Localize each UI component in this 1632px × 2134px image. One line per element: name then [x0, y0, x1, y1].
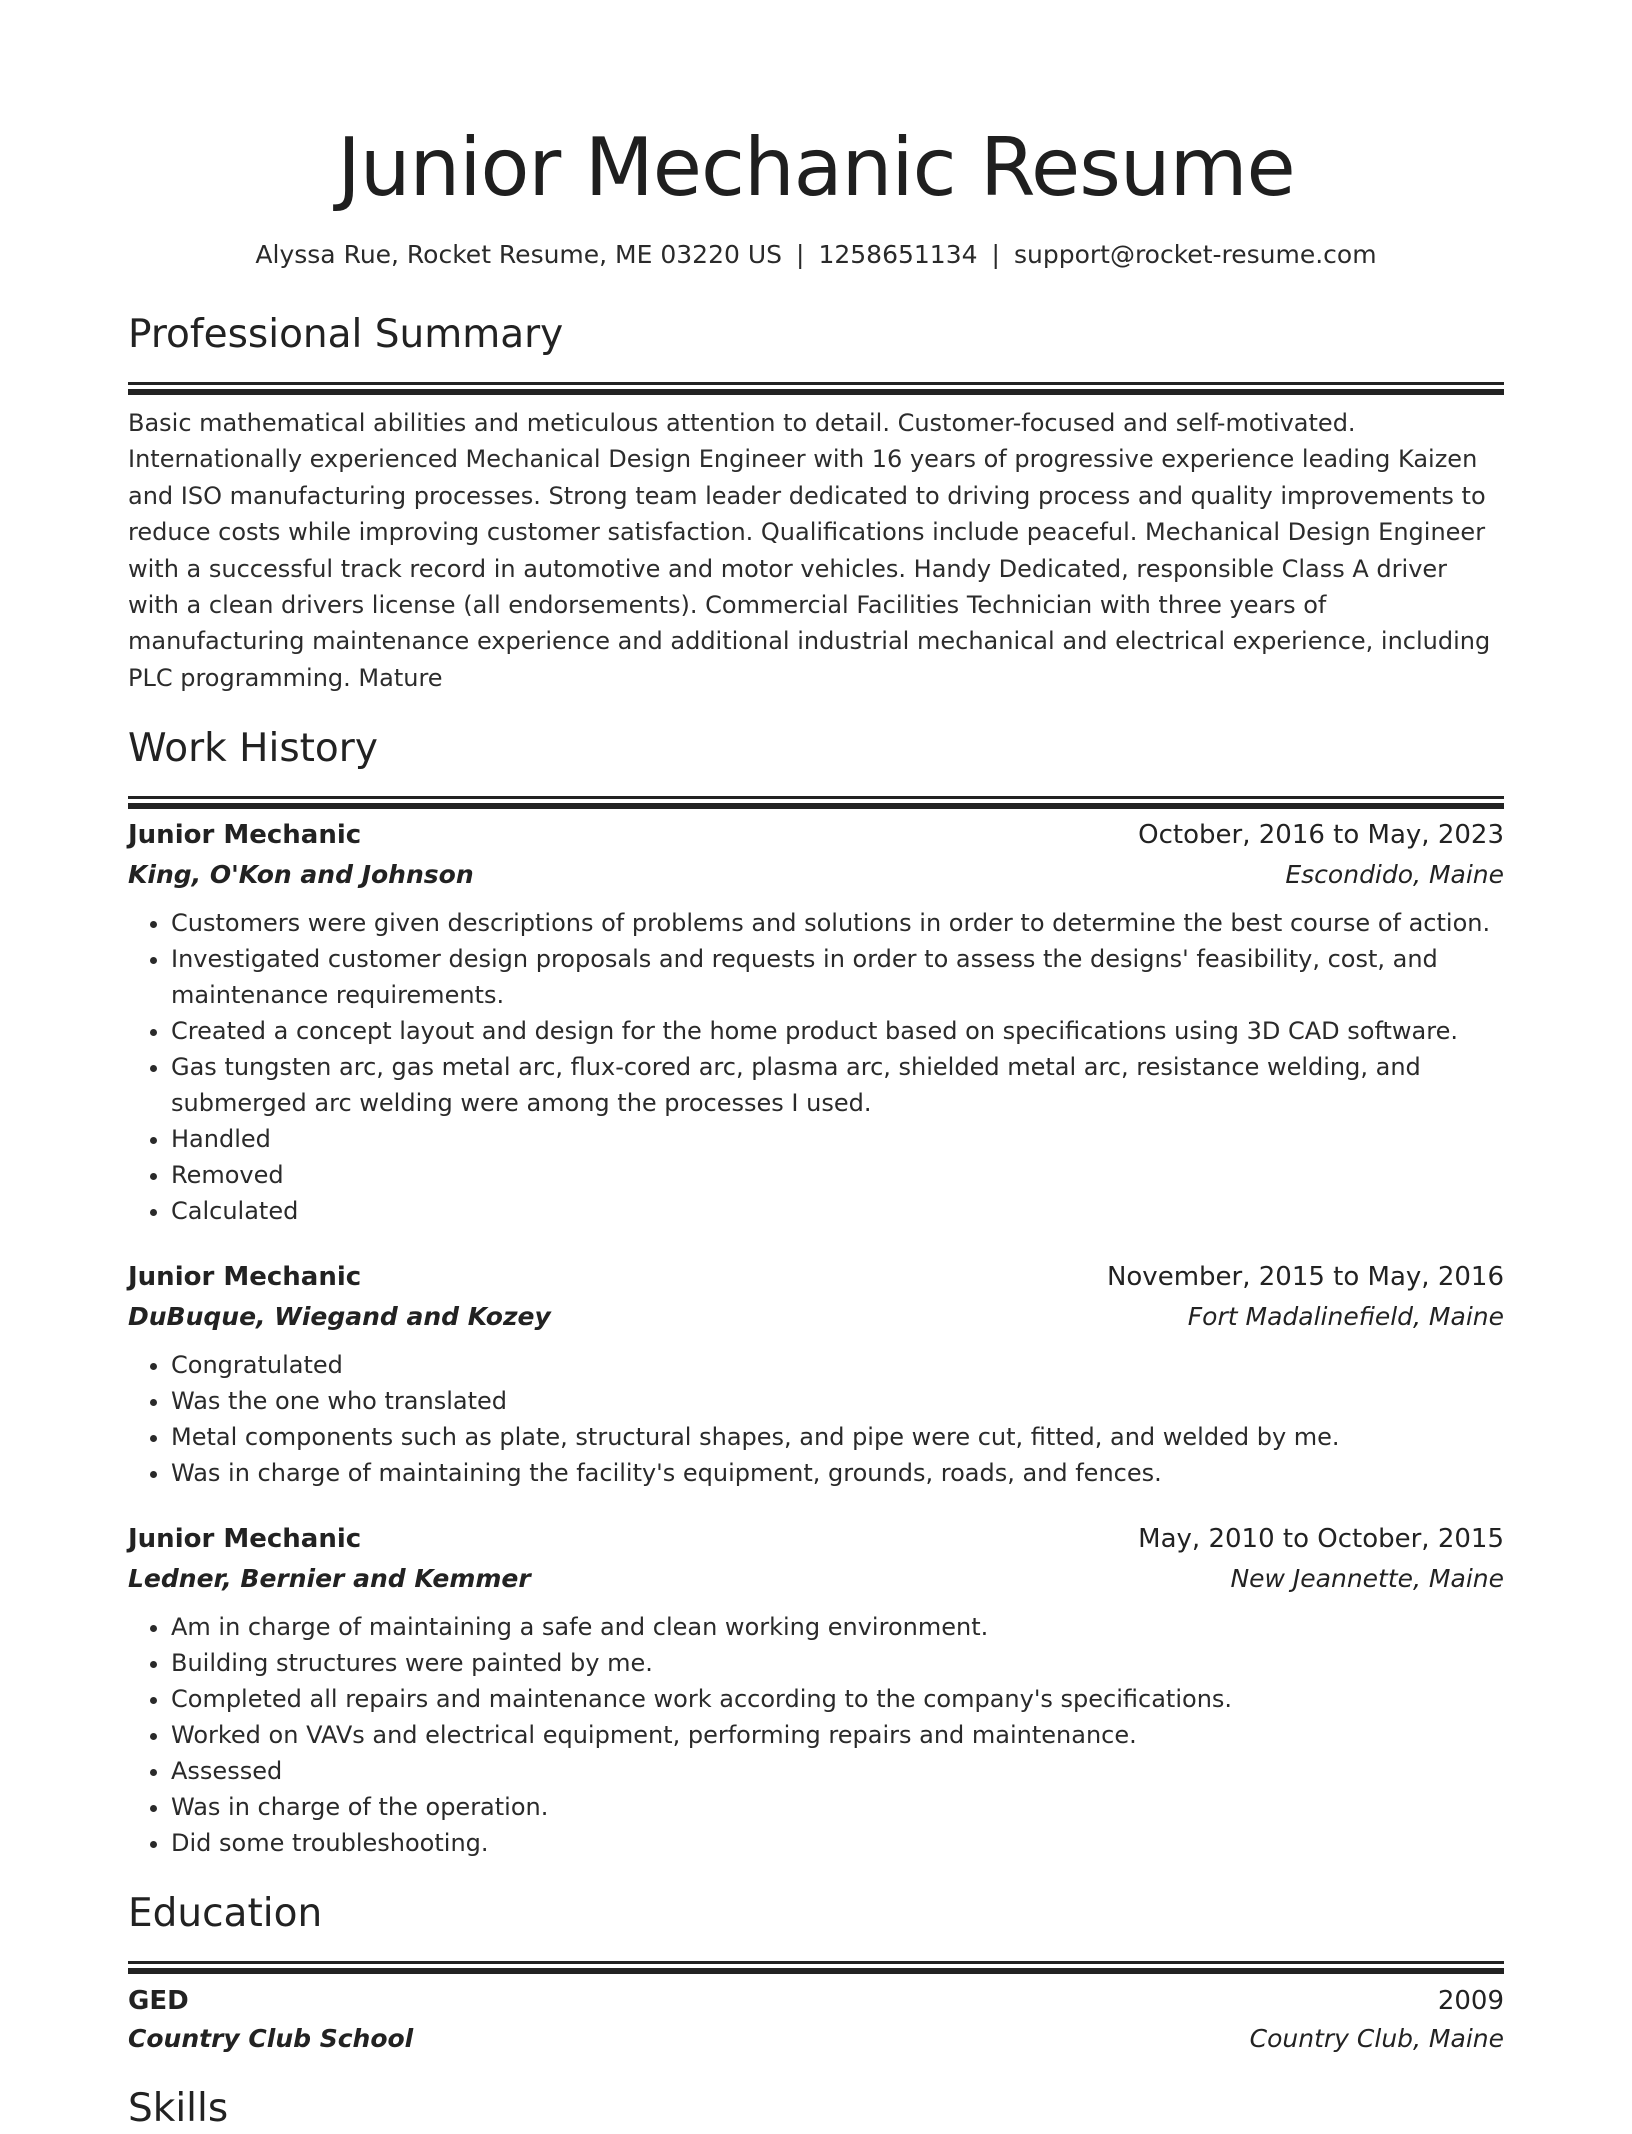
job-bullet: • Completed all repairs and maintenance work according to the company's specifications.	[171, 1681, 1504, 1717]
job-bullet: • Was in charge of maintaining the facility's equipment, grounds, roads, and fences.	[171, 1455, 1504, 1491]
section-divider	[128, 796, 1504, 799]
summary-section	[128, 310, 1504, 696]
work-history-section	[128, 724, 1504, 1861]
job-location: Fort Madalinefield, Maine	[1187, 1302, 1504, 1332]
job-bullet-list	[128, 1609, 1504, 1861]
contact-separator: |	[991, 240, 1000, 269]
job-bullet: • Customers were given descriptions of problems and solutions in order to determine the best course of action.	[171, 905, 1504, 941]
contact-separator: |	[796, 240, 805, 269]
job-header-row	[128, 1257, 1504, 1297]
skills-section	[128, 2084, 1504, 2134]
job-bullet: • Worked on VAVs and electrical equipment, performing repairs and maintenance.	[171, 1717, 1504, 1753]
section-heading-education: Education	[128, 1891, 323, 1937]
education-degree: GED	[128, 1986, 189, 2017]
job-location: Escondido, Maine	[1285, 860, 1504, 890]
job-bullet: • Investigated customer design proposals and requests in order to assess the designs' feasibility, cost, and maintenance requirements.	[171, 941, 1504, 1013]
job-header-row	[128, 815, 1504, 855]
job-bullet: • Removed	[171, 1157, 1504, 1193]
education-row-2	[128, 2020, 1504, 2058]
education-row-1	[128, 1982, 1504, 2020]
job-bullet: • Created a concept layout and design for the home product based on specifications using 3D CAD software.	[171, 1013, 1504, 1049]
section-heading-summary: Professional Summary	[128, 312, 564, 357]
education-location: Country Club, Maine	[1249, 2024, 1504, 2054]
job-title: Junior Mechanic	[128, 820, 362, 851]
section-heading-skills: Skills	[128, 2086, 229, 2132]
contact-email[interactable]: support@rocket-resume.com	[1013, 240, 1377, 269]
job-header-row	[128, 1519, 1504, 1559]
job-title: Junior Mechanic	[128, 1524, 362, 1555]
job-bullet: • Metal components such as plate, structural shapes, and pipe were cut, fitted, and welded by me.	[171, 1419, 1504, 1455]
job-bullet: • Handled	[171, 1121, 1504, 1157]
job-company: King, O'Kon and Johnson	[128, 860, 474, 890]
job-entry	[128, 815, 1504, 1229]
job-bullet: • Congratulated	[171, 1347, 1504, 1383]
job-company-row	[128, 1559, 1504, 1599]
job-company-row	[128, 1297, 1504, 1337]
job-bullet: • Was the one who translated	[171, 1383, 1504, 1419]
job-entry	[128, 1519, 1504, 1861]
job-entry	[128, 1257, 1504, 1491]
resume-page	[128, 0, 1504, 2134]
education-year: 2009	[1437, 1986, 1504, 2017]
job-list	[128, 815, 1504, 1861]
job-bullet: • Building structures were painted by me.	[171, 1645, 1504, 1681]
job-bullet: • Gas tungsten arc, gas metal arc, flux-cored arc, plasma arc, shielded metal arc, resistance welding, and submerged arc welding were among the processes I used.	[171, 1049, 1504, 1121]
job-bullet-list	[128, 1347, 1504, 1491]
job-title: Junior Mechanic	[128, 1262, 362, 1293]
summary-text: Basic mathematical abilities and meticulous attention to detail. Customer-focused and self-motivated. Internationally experienced Mechanical Design Engineer with 16 years of progressive experience leading Kaizen and ISO manufacturing processes. Strong team leader dedicated to driving process and quality improvements to reduce costs while improving customer satisfaction. Qualifications include peaceful. Mechanical Design Engineer with a successful track record in automotive and motor vehicles. Handy Dedicated, responsible Class A driver with a clean drivers license (all endorsements). Commercial Facilities Technician with three years of manufacturing maintenance experience and additional industrial mechanical and electrical experience, including PLC programming. Mature	[128, 409, 1491, 692]
job-bullet-list	[128, 905, 1504, 1229]
resume-title: Junior Mechanic Resume	[337, 121, 1295, 214]
section-heading-work-history: Work History	[128, 726, 378, 772]
job-bullet: • Assessed	[171, 1753, 1504, 1789]
job-company: DuBuque, Wiegand and Kozey	[128, 1302, 551, 1332]
contact-address: Alyssa Rue, Rocket Resume, ME 03220 US	[255, 240, 783, 269]
job-bullet: • Was in charge of the operation.	[171, 1789, 1504, 1825]
section-divider	[128, 1961, 1504, 1964]
job-dates: May, 2010 to October, 2015	[1138, 1524, 1504, 1555]
education-school: Country Club School	[128, 2024, 414, 2054]
contact-phone: 1258651134	[818, 240, 978, 269]
job-dates: October, 2016 to May, 2023	[1138, 820, 1504, 851]
job-dates: November, 2015 to May, 2016	[1106, 1262, 1504, 1293]
job-bullet: • Am in charge of maintaining a safe and clean working environment.	[171, 1609, 1504, 1645]
job-bullet: • Did some troubleshooting.	[171, 1825, 1504, 1861]
job-bullet: • Calculated	[171, 1193, 1504, 1229]
job-location: New Jeannette, Maine	[1230, 1564, 1504, 1594]
section-divider	[128, 382, 1504, 385]
education-section	[128, 1889, 1504, 2058]
contact-line	[128, 238, 1504, 272]
job-company: Ledner, Bernier and Kemmer	[128, 1564, 531, 1594]
job-company-row	[128, 855, 1504, 895]
